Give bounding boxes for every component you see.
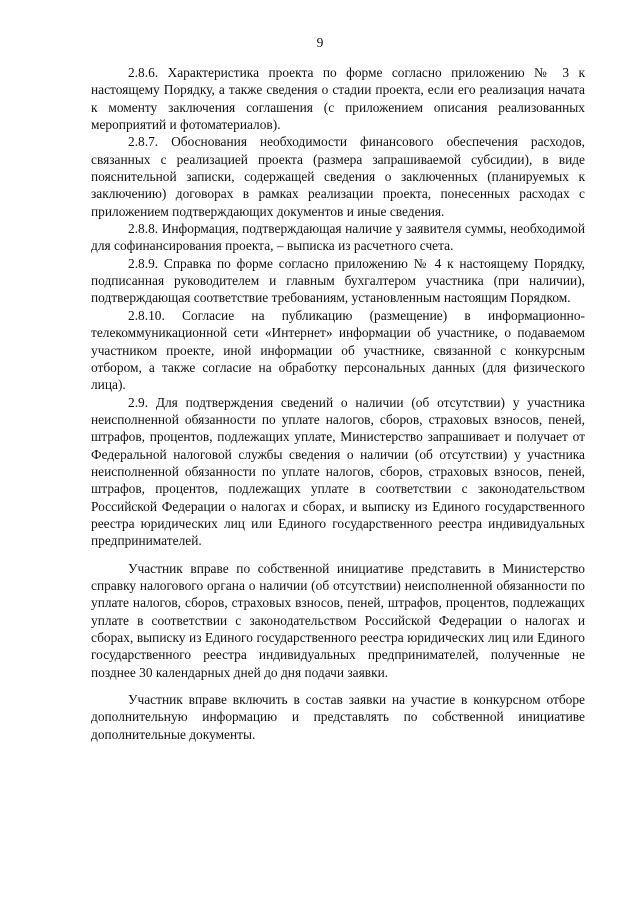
paragraph-2-8-10: 2.8.10. Согласие на публикацию (размещение) в информационно-телекоммуникационной сети «Интернет» информации об участнике, о подаваемом участником проекте, иной информации об участнике, связанной с конкурсным отбором, а также согласие на обработку персональных данных (для физического лица).: [91, 307, 585, 393]
document-body: [91, 64, 585, 743]
paragraph-2-8-6: 2.8.6. Характеристика проекта по форме согласно приложению № 3 к настоящему Порядку, а также сведения о стадии проекта, если его реализация начата к моменту заключения соглашения (с приложением описания реализованных мероприятий и фотоматериалов).: [91, 65, 585, 133]
paragraph-2-8-7: 2.8.7. Обоснования необходимости финансового обеспечения расходов, связанных с реализацией проекта (размера запрашиваемой субсидии), в виде пояснительной записки, содержащей сведения о заключенных (планируемых к заключению) договорах в рамках реализации проекта, понесенных расходах с приложением подтверждающих документов и иные сведения.: [91, 134, 585, 219]
page-number: 9: [316, 35, 324, 50]
paragraph-2-8-9: 2.8.9. Справка по форме согласно приложению № 4 к настоящему Порядку, подписанная руководителем и главным бухгалтером участника (при наличии), подтверждающая соответствие требованиям, установленным настоящим Порядком.: [91, 255, 585, 306]
paragraph-2-8-8: 2.8.8. Информация, подтверждающая наличие у заявителя суммы, необходимой для софинансирования проекта, – выписка из расчетного счета.: [91, 221, 585, 254]
paragraph-2-9: 2.9. Для подтверждения сведений о наличии (об отсутствии) у участника неисполненной обязанности по уплате налогов, сборов, страховых взносов, пеней, штрафов, процентов, подлежащих уплате, Министерство запрашивает и получает от Федеральной налоговой службы сведения о наличии (об отсутствии) у участника неисполненной обязанности по уплате налогов, сборов, страховых взносов, пеней, штрафов, процентов, подлежащих уплате в соответствии с законодательством Российской Федерации о налогах и сборах, и выписку из Единого государственного реестра юридических лиц или Единого государственного реестра индивидуальных предпринимателей.: [91, 394, 585, 549]
paragraph-participant-right-certificate: Участник вправе по собственной инициативе представить в Министерство справку налогового органа о наличии (об отсутствии) неисполненной обязанности по уплате налогов, сборов, страховых взносов, пеней, штрафов, процентов, подлежащих уплате в соответствии с законодательством Российской Федерации о налогах и сборах, выписку из Единого государственного реестра юридических лиц или Единого государственного реестра индивидуальных предпринимателей, полученные не позднее 30 календарных дней до дня подачи заявки.: [91, 560, 585, 680]
paragraph-participant-right-additional: Участник вправе включить в состав заявки на участие в конкурсном отборе дополнительную информацию и представлять по собственной инициативе дополнительные документы.: [91, 692, 585, 742]
